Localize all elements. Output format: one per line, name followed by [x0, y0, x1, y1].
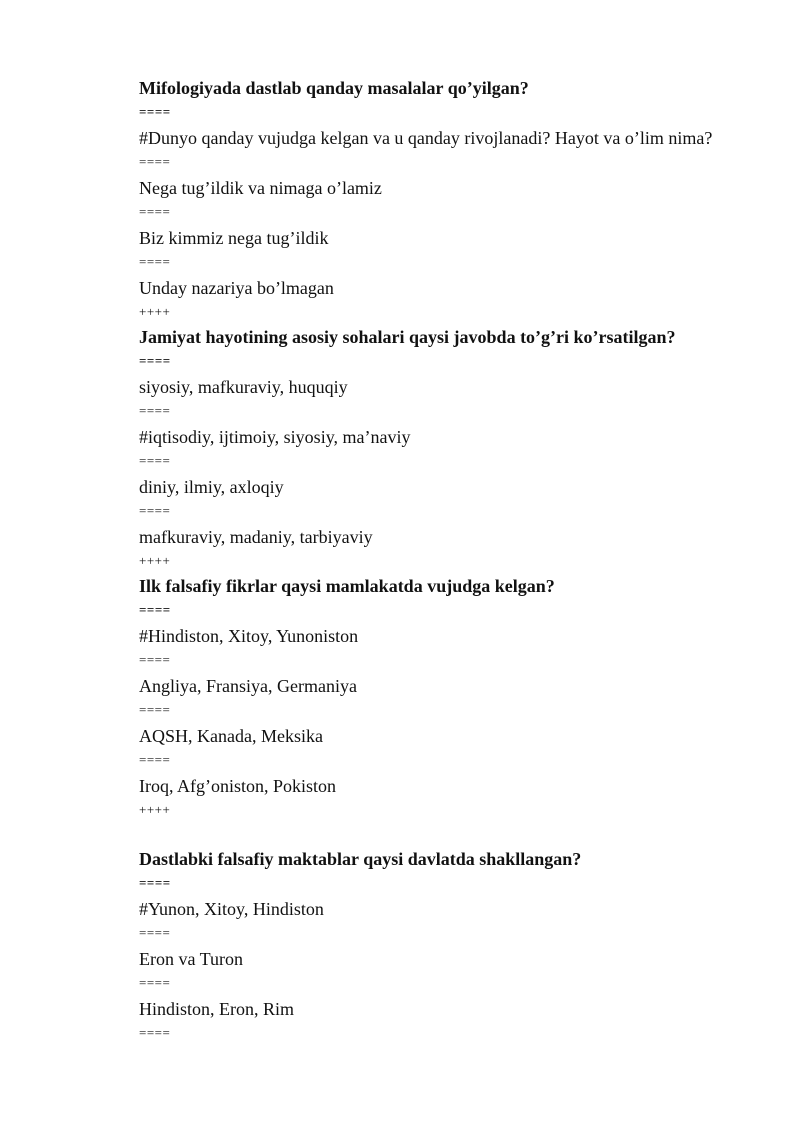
separator: ====	[139, 104, 171, 119]
answer-option: Biz kimmiz nega tug’ildik	[139, 228, 329, 248]
answer-option: Unday nazariya bo’lmagan	[139, 278, 334, 298]
answer-option: #Yunon, Xitoy, Hindiston	[139, 899, 324, 919]
question-text: Jamiyat hayotining asosiy sohalari qaysi javobda to’g’ri ko’rsatilgan?	[139, 327, 676, 347]
answer-option: mafkuraviy, madaniy, tarbiyaviy	[139, 527, 373, 547]
answer-option: Eron va Turon	[139, 949, 244, 969]
question-text: Ilk falsafiy fikrlar qaysi mamlakatda vujudga kelgan?	[139, 576, 555, 596]
separator: ====	[139, 602, 171, 617]
answer-option: #Dunyo qanday vujudga kelgan va u qanday rivojlanadi? Hayot va o’lim nima?	[139, 128, 713, 148]
answer-option: siyosiy, mafkuraviy, huquqiy	[139, 377, 348, 397]
answer-option: diniy, ilmiy, axloqiy	[139, 477, 284, 497]
answer-option: #Hindiston, Xitoy, Yunoniston	[139, 626, 359, 646]
separator: ====	[139, 975, 171, 990]
separator: ====	[139, 204, 171, 219]
separator: ====	[139, 353, 171, 368]
separator: ====	[139, 503, 171, 518]
separator: ====	[139, 925, 171, 940]
separator: ====	[139, 254, 171, 269]
separator: ====	[139, 875, 171, 890]
separator: ====	[139, 154, 171, 169]
separator: ====	[139, 752, 171, 767]
separator: ====	[139, 403, 171, 418]
answer-option: Nega tug’ildik va nimaga o’lamiz	[139, 178, 382, 198]
end-marker: ++++	[139, 802, 171, 817]
answer-option: Hindiston, Eron, Rim	[139, 999, 295, 1019]
separator: ====	[139, 702, 171, 717]
answer-option: Angliya, Fransiya, Germaniya	[139, 676, 357, 696]
end-marker: ++++	[139, 553, 171, 568]
end-marker: ++++	[139, 304, 171, 319]
answer-option: Iroq, Afg’oniston, Pokiston	[139, 776, 337, 796]
separator: ====	[139, 1025, 171, 1040]
question-text: Dastlabki falsafiy maktablar qaysi davlatda shakllangan?	[139, 849, 582, 869]
separator: ====	[139, 453, 171, 468]
answer-option: AQSH, Kanada, Meksika	[139, 726, 323, 746]
question-text: Mifologiyada dastlab qanday masalalar qo’yilgan?	[139, 78, 529, 98]
answer-option: #iqtisodiy, ijtimoiy, siyosiy, ma’naviy	[139, 427, 411, 447]
separator: ====	[139, 652, 171, 667]
